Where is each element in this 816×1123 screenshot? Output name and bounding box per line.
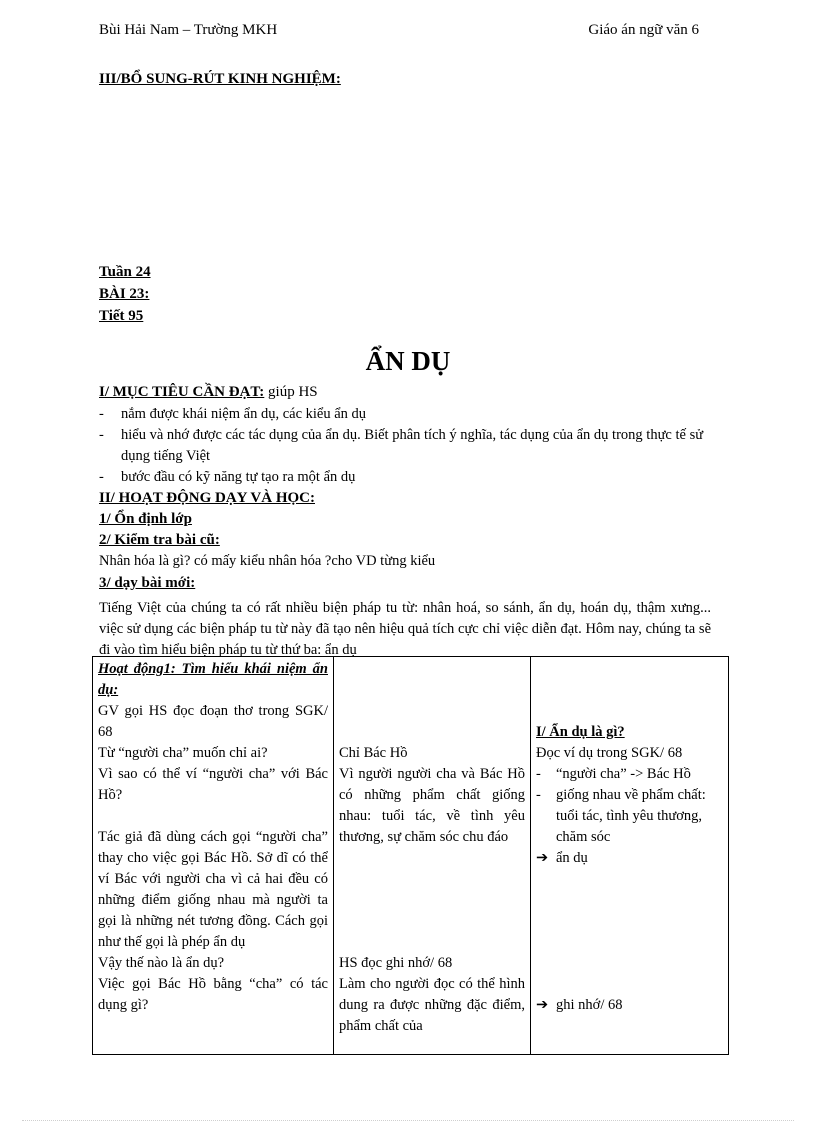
objectives-heading-line xyxy=(99,384,318,401)
page-bottom-divider xyxy=(22,1120,794,1121)
page-header xyxy=(99,22,699,42)
lesson-table xyxy=(92,656,729,1055)
activity-heading: Hoạt động1: Tìm hiểu khái niệm ẩn dụ: xyxy=(98,661,328,698)
step-check-old: 2/ Kiểm tra bài cũ: xyxy=(99,532,220,548)
lesson-label: BÀI 23: xyxy=(99,286,150,302)
objective-item: - bước đầu có kỹ năng tự tạo ra một ẩn dụ xyxy=(99,469,356,485)
objective-item: - hiểu và nhớ được các tác dụng của ẩn dụ. Biết phân tích ý nghĩa, tác dụng của ẩn dụ trong thực tế sử dụng tiếng Việt xyxy=(99,427,704,464)
arrow-icon: ➔ xyxy=(536,997,549,1013)
intro-paragraph: Tiếng Việt của chúng ta có rất nhiều biện pháp tu từ: nhân hoá, so sánh, ẩn dụ, hoán dụ, thậm xưng... việc sử dụng các biện pháp tu từ này đã tạo nên hiệu quả tích cực chỉ việc diễn đạt. Hôm nay, chúng ta sẽ đi vào tìm hiểu biện pháp tu từ thứ ba: ẩn dụ xyxy=(99,600,711,658)
objectives-heading: I/ MỤC TIÊU CẦN ĐẠT: xyxy=(99,384,265,400)
objective-item: - nắm được khái niệm ẩn dụ, các kiểu ẩn dụ xyxy=(99,406,367,422)
supplement-heading: III/BỔ SUNG-RÚT KINH NGHIỆM: xyxy=(99,71,341,87)
student-activity-cell: Chỉ Bác Hồ Vì người người cha và Bác Hồ có những phẩm chất giống nhau: tuổi tác, về tình yêu thương, sự chăm sóc chu đáo HS đọc ghi nhớ/ 68 Làm cho người đọc có thể hình dung ra được những đặc điểm, phẩm chất của xyxy=(334,657,531,1055)
teacher-activity-cell: Hoạt động1: Tìm hiểu khái niệm ẩn dụ: GV gọi HS đọc đoạn thơ trong SGK/ 68 Từ “người cha” muốn chỉ ai? Vì sao có thể ví “người cha” với Bác Hồ? Tác giả đã dùng cách gọi “người cha” thay cho việc gọi Bác Hồ. Sở dĩ có thể ví Bác với người cha vì cả hai đều có những điểm giống nhau mà người ta gọi là những nét tương đồng. Cách gọi như thế gọi là phép ẩn dụ Vậy thế nào là ẩn dụ? Việc gọi Bác Hồ bằng “cha” có tác dụng gì? xyxy=(93,657,334,1055)
content-heading: I/ Ẩn dụ là gì? xyxy=(536,724,625,740)
step-new-lesson: 3/ dạy bài mới: xyxy=(99,575,196,591)
objectives-list xyxy=(99,404,711,488)
step-stabilize: 1/ Ổn định lớp xyxy=(99,511,192,527)
objectives-heading-suffix: giúp HS xyxy=(264,384,318,400)
list-item: ➔ ghi nhớ/ 68 xyxy=(536,995,723,1016)
list-item: ➔ ẩn dụ xyxy=(536,848,723,869)
table-row xyxy=(93,657,729,1055)
arrow-icon: ➔ xyxy=(536,850,549,866)
week-label: Tuần 24 xyxy=(99,264,151,280)
header-subject: Giáo án ngữ văn 6 xyxy=(588,22,699,38)
page-title: ẨN DỤ xyxy=(365,346,451,376)
period-label: Tiết 95 xyxy=(99,308,144,324)
header-author: Bùi Hải Nam – Trường MKH xyxy=(99,22,278,38)
list-item: - giống nhau về phẩm chất: tuổi tác, tình yêu thương, chăm sóc xyxy=(536,787,706,845)
content-cell: I/ Ẩn dụ là gì? Đọc ví dụ trong SGK/ 68 - “người cha” -> Bác Hồ - giống nhau về phẩm chất: tuổi tác, tình yêu thương, chăm sóc ➔ ẩn dụ ➔ ghi nhớ/ 68 xyxy=(531,657,729,1055)
list-item: - “người cha” -> Bác Hồ xyxy=(536,766,691,782)
activities-heading: II/ HOẠT ĐỘNG DẠY VÀ HỌC: xyxy=(99,490,315,506)
check-question: Nhân hóa là gì? có mấy kiểu nhân hóa ?cho VD từng kiểu xyxy=(99,553,436,569)
